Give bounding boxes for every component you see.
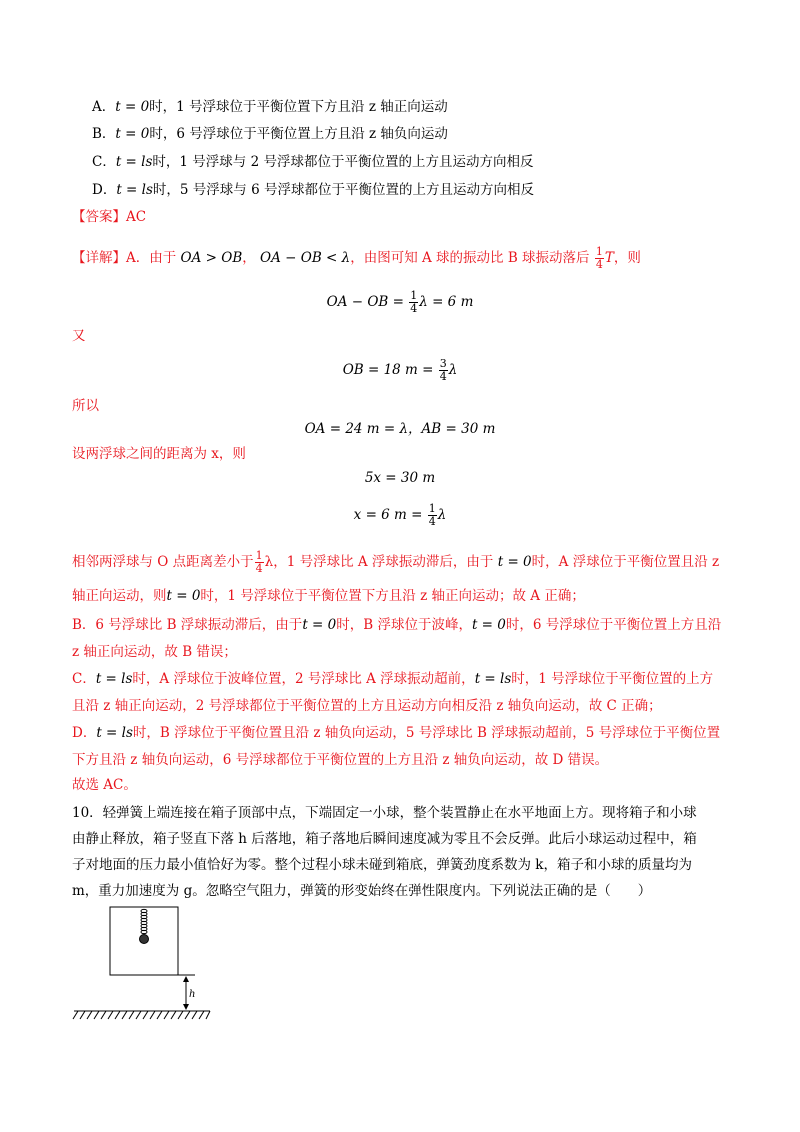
paragraph-1-line-2: 轴正向运动，则t = 0时，1 号浮球位于平衡位置下方且沿 z 轴正向运动；故 A 正确； (72, 588, 585, 604)
option-a: A．t = 0时，1 号浮球位于平衡位置下方且沿 z 轴正向运动 (92, 99, 448, 115)
question-10-line-3: 子对地面的压力最小值恰好为零。整个过程小球未碰到箱底，弹簧劲度系数为 k，箱子和小球的质量均为 (72, 857, 692, 873)
paragraph-d-line-2: 下方且沿 z 轴负向运动，6 号浮球都位于平衡位置的上方且沿 z 轴负向运动，故 D 错误。 (72, 752, 609, 768)
answer: 【答案】AC (72, 209, 147, 225)
question-10-line-1: 10．轻弹簧上端连接在箱子顶部中点，下端固定一小球，整个装置静止在水平地面上方。现将箱子和小球 (72, 805, 697, 821)
conclusion: 故选 AC。 (72, 777, 137, 793)
text-suoyi: 所以 (72, 398, 99, 414)
paragraph-c-line-1: C．t = ls时，A 浮球位于波峰位置，2 号浮球比 A 浮球振动超前，t = ls时，1 号浮球位于平衡位置的上方 (72, 671, 714, 687)
text-set-x: 设两浮球之间的距离为 x，则 (72, 446, 246, 462)
option-d: D．t = ls时，5 号浮球与 6 号浮球都位于平衡位置的上方且运动方向相反 (92, 182, 534, 198)
paragraph-b-line-1: B．6 号浮球比 B 浮球振动滞后，由于t = 0时，B 浮球位于波峰，t = 0时，6 号浮球位于平衡位置上方且沿 (72, 617, 722, 633)
option-b: B．t = 0时，6 号浮球位于平衡位置上方且沿 z 轴负向运动 (92, 126, 448, 142)
detail-line-1: 【详解】A．由于 OA > OB， OA − OB < λ，由图可知 A 球的振动比 B 球振动落后 $\frac{1}{4}$ T，则 (72, 245, 641, 271)
spring (141, 909, 147, 933)
height-label: h (189, 989, 196, 1000)
equation-1: OA − OB = $\frac{1}{4}$ λ = 6 m (326, 289, 474, 315)
equation-5: x = 6 m = $\frac{1}{4}$ λ (353, 502, 447, 528)
equation-2: OB = 18 m = $\frac{3}{4}$ λ (342, 357, 458, 383)
ball (140, 935, 149, 944)
ground-hatching (73, 1011, 210, 1019)
paragraph-b-line-2: z 轴正向运动，故 B 错误； (72, 644, 237, 660)
equation-4: 5x = 30 m (364, 470, 436, 486)
paragraph-1-line-1: 相邻两浮球与 O 点距离差小于 $\frac{1}{4}$ λ，1 号浮球比 A 浮球振动滞后，由于 t = 0时，A 浮球位于平衡位置且沿 z (72, 549, 720, 575)
question-10-line-4: m，重力加速度为 g。忽略空气阻力，弹簧的形变始终在弹性限度内。下列说法正确的是（ ） (72, 883, 652, 899)
paragraph-c-line-2: 且沿 z 轴正向运动，2 号浮球都位于平衡位置的上方且运动方向相反沿 z 轴负向运动，故 C 正确； (72, 698, 662, 714)
option-c: C．t = ls时，1 号浮球与 2 号浮球都位于平衡位置的上方且运动方向相反 (92, 154, 534, 170)
box-spring-figure (60, 900, 230, 1030)
question-10-line-2: 由静止释放，箱子竖直下落 h 后落地，箱子落地后瞬间速度减为零且不会反弹。此后小球运动过程中，箱 (72, 831, 697, 847)
text-you: 又 (72, 328, 86, 344)
equation-3: OA = 24 m = λ，AB = 30 m (304, 421, 496, 437)
paragraph-d-line-1: D．t = ls时，B 浮球位于平衡位置且沿 z 轴负向运动，5 号浮球比 B 浮球振动超前，5 号浮球位于平衡位置 (72, 725, 721, 741)
